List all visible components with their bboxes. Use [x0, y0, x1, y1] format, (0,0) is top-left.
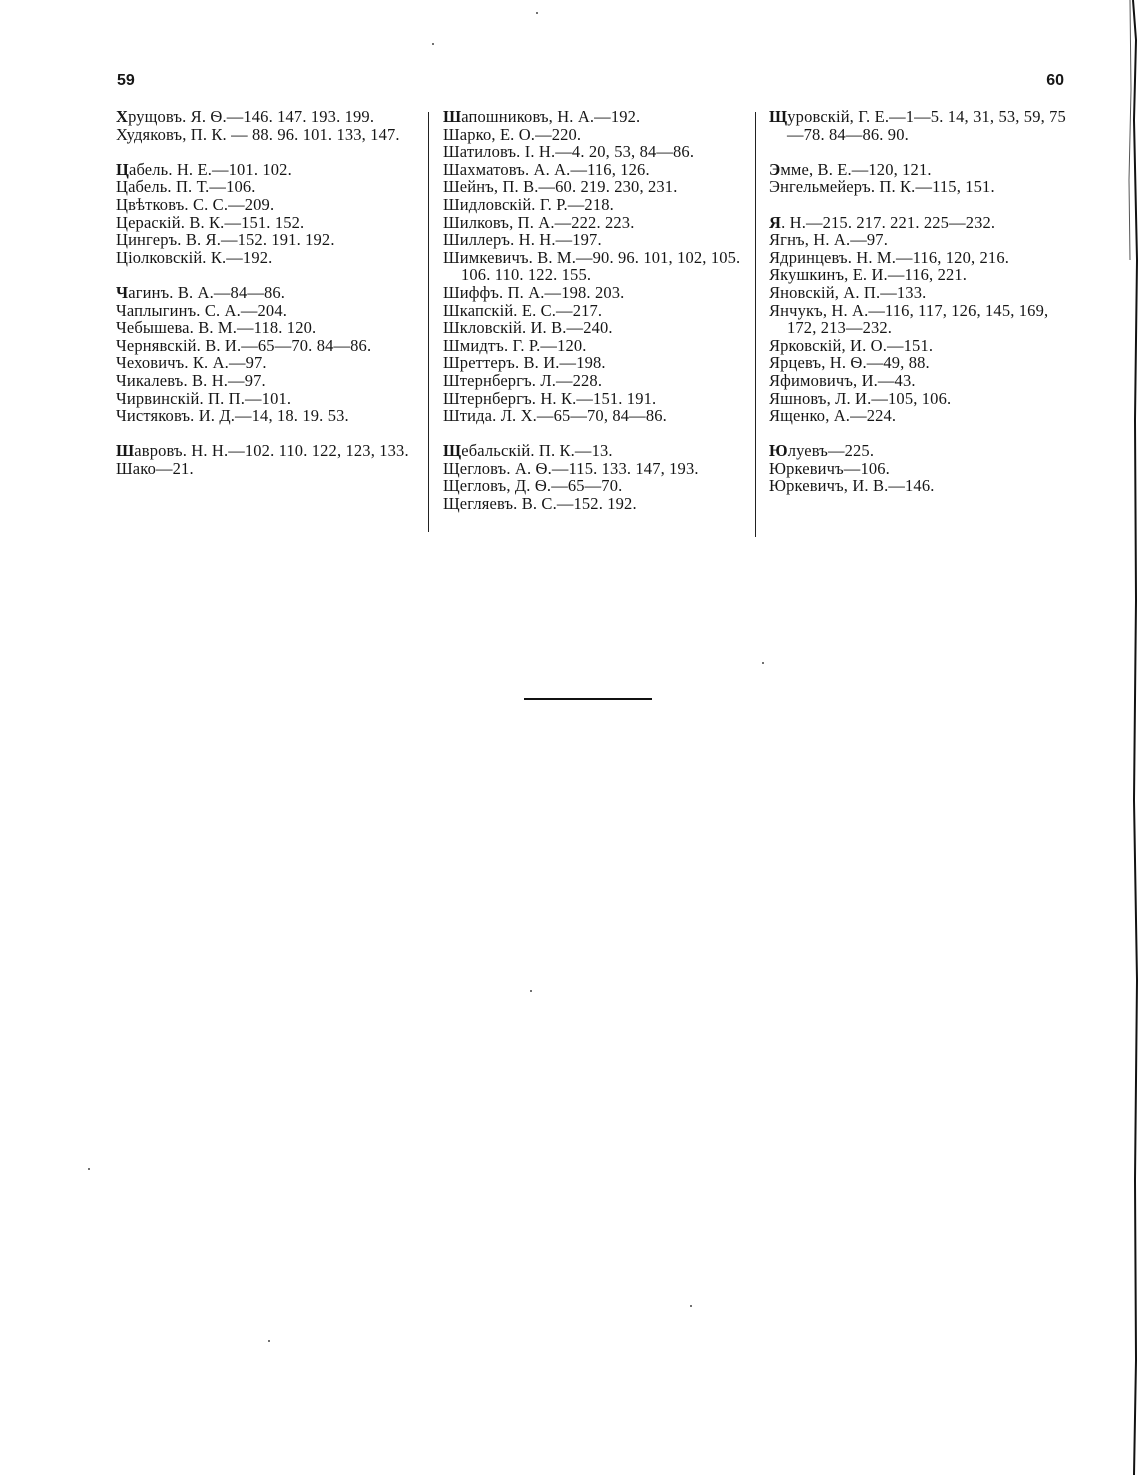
index-entry: Шмидтъ. Г. Р.—120. [443, 335, 587, 355]
index-column-3 [769, 108, 1069, 495]
index-letter-group [116, 284, 416, 425]
index-entry: Цингеръ. В. Я.—152. 191. 192. [116, 230, 335, 250]
page-number-right: 60 [1046, 72, 1064, 89]
index-entry: Шреттеръ. В. И.—198. [443, 353, 606, 373]
index-entry: Щегловъ, Д. Ѳ.—65—70. [443, 476, 623, 496]
index-entry: Шатиловъ. I. Н.—4. 20, 53, 84—86. [443, 142, 695, 162]
index-column-1 [116, 108, 416, 477]
index-entry: Шимкевичъ. В. М.—90. 96. 101, 102, 105. 106. 110. 122. 155. [443, 247, 745, 285]
group-initial-letter: Э [769, 159, 781, 179]
group-initial-letter: Ю [769, 441, 788, 461]
index-entry: Чебышева. В. М.—118. 120. [116, 318, 317, 338]
index-entry: Штернбергъ. Л.—228. [443, 370, 603, 390]
group-initial-letter: Я [769, 212, 782, 232]
index-entry: Чаплыгинъ. С. А.—204. [116, 300, 288, 320]
index-entry: Ядринцевъ. Н. М.—116, 120, 216. [769, 247, 1010, 267]
index-entry: Цабель. Н. Е.—101. 102. [116, 159, 292, 179]
column-rule-left [428, 112, 429, 532]
index-entry: Цераскій. В. К.—151. 152. [116, 212, 305, 232]
index-entry: Штида. Л. Х.—65—70, 84—86. [443, 406, 667, 426]
index-entry: Чеховичъ. К. А.—97. [116, 353, 267, 373]
group-initial-letter: Ш [116, 441, 135, 461]
index-entry: Штернбергъ. Н. К.—151. 191. [443, 388, 657, 408]
index-entry: Шиллеръ. Н. Н.—197. [443, 230, 602, 250]
index-entry: Юлуевъ—225. [769, 441, 875, 461]
scan-speck [268, 1340, 270, 1342]
index-entry: Шапошниковъ, Н. А.—192. [443, 107, 641, 126]
group-initial-letter: Ш [443, 107, 462, 126]
index-entry: Шидловскій. Г. Р.—218. [443, 194, 614, 214]
index-entry: Шако—21. [116, 458, 194, 478]
index-letter-group [116, 442, 416, 477]
scan-edge-shadow [1106, 0, 1140, 1475]
index-entry: Шарко, Е. О.—220. [443, 124, 582, 144]
index-entry: Ягнъ, Н. А.—97. [769, 230, 888, 250]
index-letter-group [116, 108, 416, 143]
index-entry: Шкловскій. И. В.—240. [443, 318, 613, 338]
index-letter-group [443, 108, 748, 425]
index-entry: Чистяковъ. И. Д.—14, 18. 19. 53. [116, 406, 349, 426]
index-entry: Щебальскій. П. К.—13. [443, 441, 613, 461]
scan-speck [690, 1305, 692, 1307]
index-entry: Чернявскій. В. И.—65—70. 84—86. [116, 335, 372, 355]
index-entry: Эмме, В. Е.—120, 121. [769, 159, 932, 179]
group-initial-letter: Х [116, 107, 129, 126]
index-entry: Ярковскій, И. О.—151. [769, 335, 934, 355]
index-entry: Ціолковскій. К.—192. [116, 247, 273, 267]
index-letter-group [443, 442, 748, 512]
index-entry: Цабель. П. Т.—106. [116, 177, 256, 197]
index-entry: Яшновъ, Л. И.—105, 106. [769, 388, 952, 408]
index-entry: Юркевичъ—106. [769, 458, 890, 478]
index-entry: Шиффъ. П. А.—198. 203. [443, 282, 625, 302]
index-entry: Энгельмейеръ. П. К.—115, 151. [769, 177, 995, 197]
index-entry: Чагинъ. В. А.—84—86. [116, 282, 286, 302]
index-entry: Шейнъ, П. В.—60. 219. 230, 231. [443, 177, 678, 197]
index-entry: Щегляевъ. В. С.—152. 192. [443, 494, 637, 514]
index-entry: Цвѣтковъ. С. С.—209. [116, 194, 275, 214]
index-entry: Шкапскій. Е. С.—217. [443, 300, 603, 320]
index-letter-group [769, 442, 1069, 495]
index-entry: Шавровъ. Н. Н.—102. 110. 122, 123, 133. [116, 441, 409, 461]
index-entry: Я. Н.—215. 217. 221. 225—232. [769, 212, 996, 232]
index-letter-group [116, 161, 416, 267]
index-entry: Янчукъ, Н. А.—116, 117, 126, 145, 169, 172, 213—232. [769, 300, 1053, 338]
index-letter-group [769, 108, 1069, 143]
index-entry: Юркевичъ, И. В.—146. [769, 476, 935, 496]
group-initial-letter: Щ [769, 107, 788, 126]
index-column-2 [443, 108, 748, 513]
index-entry: Якушкинъ, Е. И.—116, 221. [769, 265, 968, 285]
scan-speck [762, 662, 764, 664]
index-entry: Чикалевъ. В. Н.—97. [116, 370, 266, 390]
index-entry: Шилковъ, П. А.—222. 223. [443, 212, 635, 232]
scan-speck [432, 43, 434, 45]
group-initial-letter: Ч [116, 282, 129, 302]
index-entry: Шахматовъ. А. А.—116, 126. [443, 159, 650, 179]
scan-speck [536, 12, 538, 14]
index-entry: Худяковъ, П. К. — 88. 96. 101. 133, 147. [116, 124, 400, 144]
scan-speck [530, 990, 532, 992]
index-entry: Яфимовичъ, И.—43. [769, 370, 916, 390]
column-rule-right [755, 112, 756, 537]
index-letter-group [769, 161, 1069, 196]
index-entry: Щуровскій, Г. Е.—1—5. 14, 31, 53, 59, 75—78. 84—86. 90. [769, 107, 1066, 144]
end-rule [524, 698, 652, 700]
index-entry: Ященко, А.—224. [769, 406, 897, 426]
index-entry: Яновскій, А. П.—133. [769, 282, 927, 302]
index-entry: Чирвинскій. П. П.—101. [116, 388, 292, 408]
index-letter-group [769, 214, 1069, 425]
index-entry: Щегловъ. А. Ѳ.—115. 133. 147, 193. [443, 458, 699, 478]
scan-speck [88, 1168, 90, 1170]
group-initial-letter: Ц [116, 159, 129, 179]
index-entry: Хрущовъ. Я. Ѳ.—146. 147. 193. 199. [116, 107, 375, 126]
group-initial-letter: Щ [443, 441, 462, 461]
index-entry: Ярцевъ, Н. Ѳ.—49, 88. [769, 353, 930, 373]
page-number-left: 59 [117, 72, 135, 89]
